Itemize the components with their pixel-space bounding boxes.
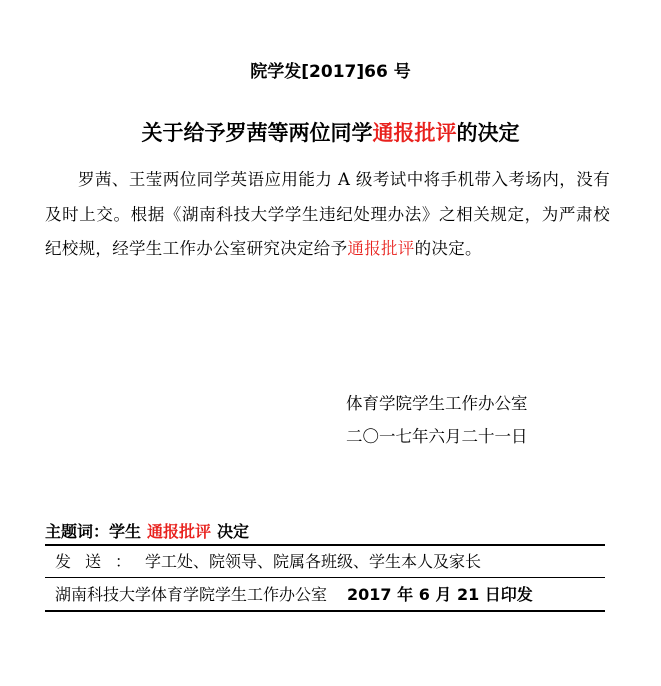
decision-body <box>45 163 610 267</box>
document-title <box>0 117 661 147</box>
title-prefix: 关于给予罗茜等两位同学 <box>141 121 373 145</box>
issuing-office: 湖南科技大学体育学院学生工作办公室 <box>55 585 328 604</box>
divider-top <box>45 544 605 546</box>
title-highlight: 通报批评 <box>372 121 457 145</box>
distribution-line <box>55 549 481 572</box>
divider-bottom <box>45 610 605 612</box>
keyword-item: 通报批评 <box>147 522 212 541</box>
printed-line <box>55 582 533 605</box>
distribution-label: 发送： <box>55 552 146 571</box>
subject-keywords <box>45 519 255 542</box>
keyword-item: 决定 <box>217 522 250 541</box>
divider-middle <box>45 577 605 578</box>
printed-date: 2017 年 6 月 21 日印发 <box>347 585 533 604</box>
keywords-label: 主题词： <box>45 522 110 541</box>
body-text: 罗茜、王莹两位同学英语应用能力 A 级考试中将手机带入考场内，没有及时上交。根据《湖南科技大学学生违纪处理办法》之相关规定，为严肃校纪校规，经学生工作办公室研究决定给予 <box>45 170 610 258</box>
title-suffix: 的决定 <box>456 121 520 145</box>
keyword-item: 学生 <box>109 522 142 541</box>
issue-date: 二〇一七年六月二十一日 <box>346 427 528 446</box>
issuer-name: 体育学院学生工作办公室 <box>346 394 528 413</box>
body-suffix: 的决定。 <box>414 239 482 258</box>
document-number: 院学发[2017]66 号 <box>250 62 411 82</box>
body-highlight: 通报批评 <box>347 239 415 258</box>
distribution-recipients: 学工处、院领导、院属各班级、学生本人及家长 <box>145 552 482 571</box>
